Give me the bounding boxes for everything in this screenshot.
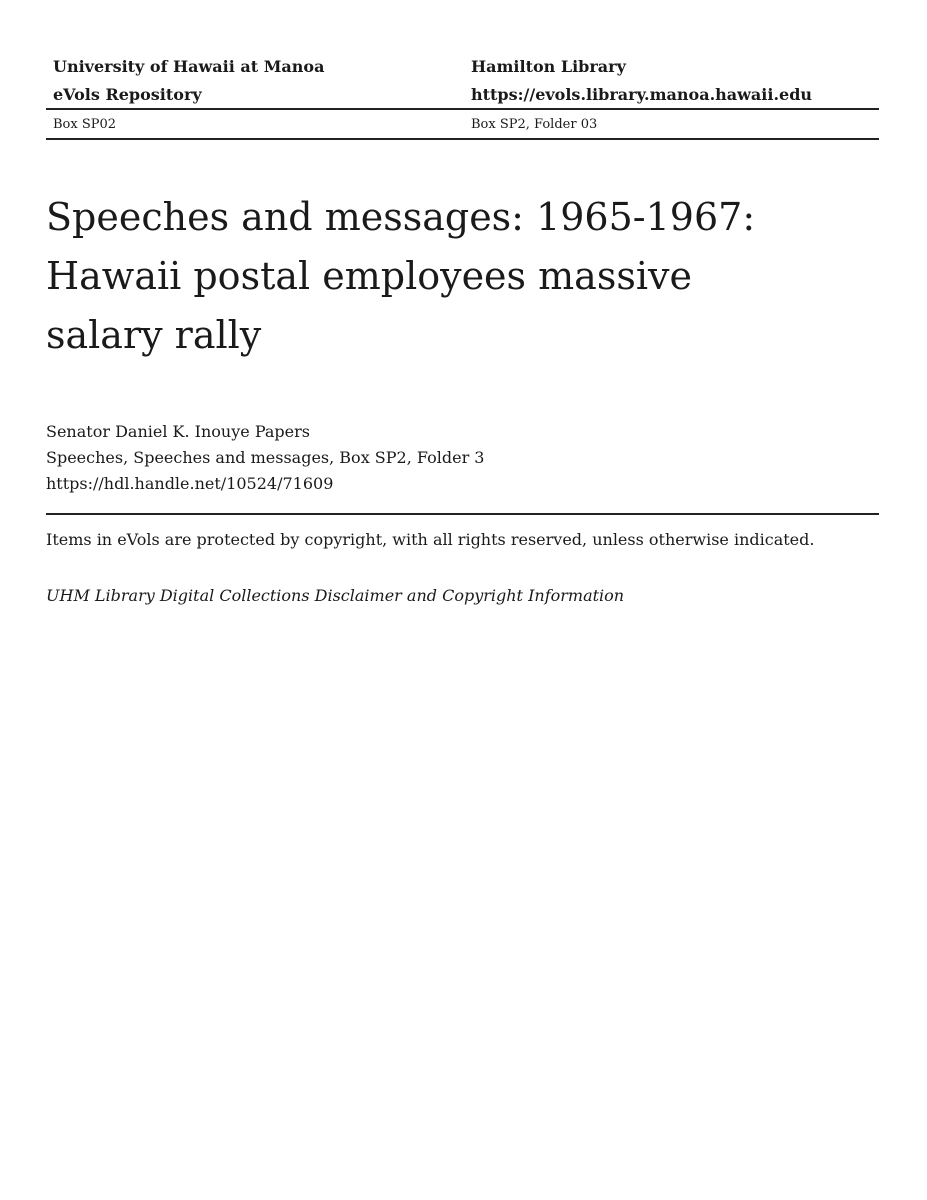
repository-name: eVols Repository <box>53 84 202 104</box>
disclaimer-link[interactable]: UHM Library Digital Collections Disclaimer and Copyright Information <box>46 586 625 605</box>
rights-statement: Items in eVols are protected by copyright, with all rights reserved, unless otherwise indicated. <box>46 530 815 549</box>
header-row-1 <box>46 52 879 80</box>
box-folder-label: Box SP2, Folder 03 <box>471 116 598 132</box>
document-title: Speeches and messages: 1965-1967: Hawaii postal employees massive salary rally <box>46 195 756 357</box>
document-metadata <box>46 419 484 497</box>
collection-location: Speeches, Speeches and messages, Box SP2, Folder 3 <box>46 448 485 467</box>
document-header <box>46 52 879 140</box>
box-label: Box SP02 <box>53 116 117 132</box>
library-name: Hamilton Library <box>471 56 626 76</box>
metadata-divider <box>46 513 879 515</box>
institution-name: University of Hawaii at Manoa <box>53 56 325 76</box>
box-row <box>46 110 879 138</box>
header-row-2 <box>46 80 879 108</box>
header-bottom-divider <box>46 138 879 140</box>
collection-name: Senator Daniel K. Inouye Papers <box>46 422 310 441</box>
handle-link[interactable]: https://hdl.handle.net/10524/71609 <box>46 474 334 493</box>
repository-url[interactable]: https://evols.library.manoa.hawaii.edu <box>471 84 813 104</box>
